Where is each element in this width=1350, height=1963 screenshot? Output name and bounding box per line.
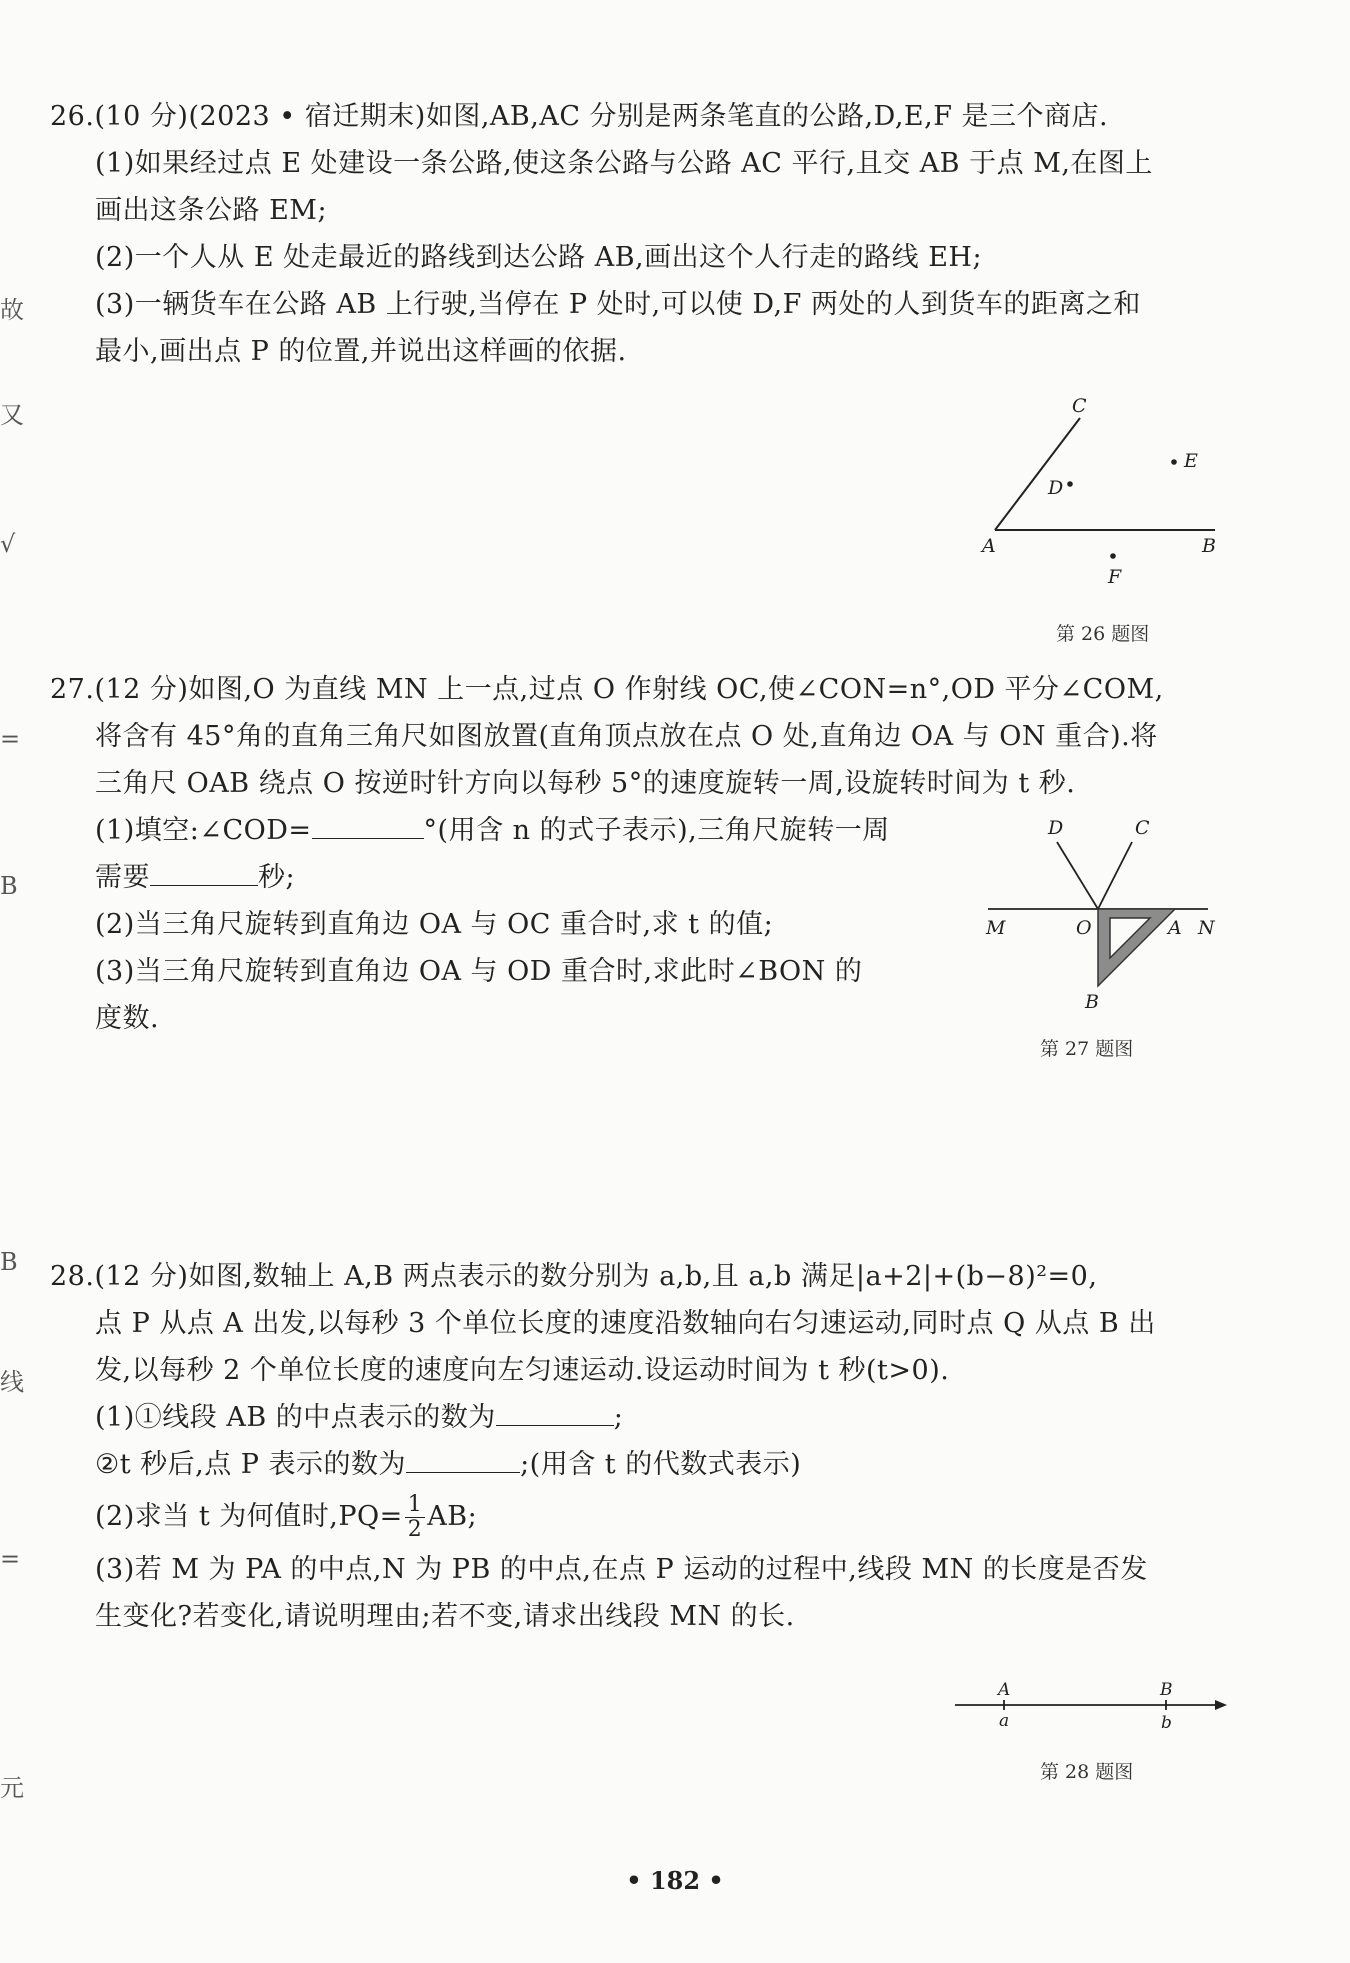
road-ac xyxy=(995,418,1080,530)
label-B: B xyxy=(1160,1680,1173,1700)
q26-part2: (2)一个人从 E 处走最近的路线到达公路 AB,画出这个人行走的路线 EH; xyxy=(95,242,983,273)
q28-part3-cont: 生变化?若变化,请说明理由;若不变,请求出线段 MN 的长. xyxy=(95,1601,795,1632)
q27-part2: (2)当三角尺旋转到直角边 OA 与 OC 重合时,求 t 的值; xyxy=(95,909,774,940)
label-M: M xyxy=(986,917,1006,939)
answer-blank-seconds[interactable] xyxy=(150,861,258,886)
fraction-denominator: 2 xyxy=(407,1517,423,1542)
margin-char: √ xyxy=(0,530,16,558)
label-b: b xyxy=(1161,1713,1172,1733)
margin-char: 元 xyxy=(0,1774,24,1802)
q26-figure xyxy=(960,390,1240,590)
q28-part1a-text: (1)①线段 AB 的中点表示的数为 xyxy=(95,1402,496,1433)
label-A: A xyxy=(998,1680,1011,1700)
margin-char: 又 xyxy=(0,401,24,429)
label-a: a xyxy=(999,1711,1010,1731)
triangle-ruler xyxy=(1098,909,1175,986)
q28-part2-post: AB; xyxy=(427,1501,478,1532)
q28-stem: 28.(12 分)如图,数轴上 A,B 两点表示的数分别为 a,b,且 a,b 满足|a+2|+(b−8)²=0, xyxy=(50,1261,1098,1292)
label-O: O xyxy=(1076,917,1092,939)
q27-caption: 第 27 题图 xyxy=(1040,1038,1134,1060)
q28-part1b-end: ;(用含 t 的代数式表示) xyxy=(520,1449,802,1480)
q28-part2-pre: (2)求当 t 为何值时,PQ= xyxy=(95,1501,403,1532)
q28-number-line xyxy=(950,1675,1240,1735)
q27-part1-c: 需要 xyxy=(95,862,150,893)
q28-part3: (3)若 M 为 PA 的中点,N 为 PB 的中点,在点 P 运动的过程中,线段 MN 的长度是否发 xyxy=(95,1554,1148,1585)
q27-part1-a: (1)填空:∠COD= xyxy=(95,815,312,846)
point-D xyxy=(1067,481,1073,487)
q27-stem-3: 三角尺 OAB 绕点 O 按逆时针方向以每秒 5°的速度旋转一周,设旋转时间为 t 秒. xyxy=(95,768,1076,799)
label-D: D xyxy=(1048,817,1064,839)
label-E: E xyxy=(1184,450,1198,472)
label-C: C xyxy=(1072,395,1087,417)
label-D: D xyxy=(1048,477,1064,499)
q28-part1a xyxy=(50,1394,1230,1441)
margin-char: = xyxy=(0,1545,21,1573)
margin-char: = xyxy=(0,725,21,753)
q27-part3: (3)当三角尺旋转到直角边 OA 与 OD 重合时,求此时∠BON 的 xyxy=(95,956,863,987)
q27-part3-cont: 度数. xyxy=(95,1003,160,1034)
point-E xyxy=(1171,459,1177,465)
label-B: B xyxy=(1085,991,1099,1013)
fraction-one-half xyxy=(405,1493,426,1542)
label-B: B xyxy=(1202,535,1216,557)
q26-part3: (3)一辆货车在公路 AB 上行驶,当停在 P 处时,可以使 D,F 两处的人到货车的距离之和 xyxy=(95,289,1141,320)
page-number: • 182 • xyxy=(626,1866,724,1895)
fraction-numerator: 1 xyxy=(405,1493,426,1518)
answer-blank-midpoint[interactable] xyxy=(496,1401,614,1426)
q27-stem: 27.(12 分)如图,O 为直线 MN 上一点,过点 O 作射线 OC,使∠CON=n°,OD 平分∠COM, xyxy=(50,674,1164,705)
point-F xyxy=(1110,553,1116,559)
q28-stem-3: 发,以每秒 2 个单位长度的速度向左匀速运动.设运动时间为 t 秒(t>0). xyxy=(95,1355,950,1386)
q28-part1b-text: ②t 秒后,点 P 表示的数为 xyxy=(95,1449,407,1480)
question-26 xyxy=(50,93,1230,375)
q28-stem-2: 点 P 从点 A 出发,以每秒 3 个单位长度的速度沿数轴向右匀速运动,同时点 Q 从点 B 出 xyxy=(95,1308,1156,1339)
margin-char: B xyxy=(0,1248,18,1276)
label-A: A xyxy=(1168,917,1182,939)
q27-figure xyxy=(980,812,1240,1022)
q28-part1a-end: ; xyxy=(613,1402,624,1433)
q28-part1b xyxy=(50,1441,1230,1488)
margin-char: B xyxy=(0,872,18,900)
ray-od xyxy=(1057,842,1098,909)
label-A: A xyxy=(982,535,996,557)
margin-char: 故 xyxy=(0,296,24,324)
q26-caption: 第 26 题图 xyxy=(1056,623,1150,645)
question-28 xyxy=(50,1253,1230,1640)
label-C: C xyxy=(1135,817,1150,839)
q26-part3-cont: 最小,画出点 P 的位置,并说出这样画的依据. xyxy=(95,336,627,367)
q27-part1-b: °(用含 n 的式子表示),三角尺旋转一周 xyxy=(423,815,890,846)
axis-arrow xyxy=(1215,1700,1227,1710)
label-N: N xyxy=(1198,917,1215,939)
q26-part1: (1)如果经过点 E 处建设一条公路,使这条公路与公路 AC 平行,且交 AB 于点 M,在图上 xyxy=(95,148,1153,179)
q28-caption: 第 28 题图 xyxy=(1040,1761,1134,1783)
answer-blank-p-position[interactable] xyxy=(406,1448,520,1473)
q28-part2 xyxy=(50,1488,1230,1546)
q26-part1-cont: 画出这条公路 EM; xyxy=(95,195,328,226)
q27-stem-2: 将含有 45°角的直角三角尺如图放置(直角顶点放在点 O 处,直角边 OA 与 ON 重合).将 xyxy=(95,721,1158,752)
answer-blank-cod[interactable] xyxy=(312,814,424,839)
ray-oc xyxy=(1098,842,1132,909)
label-F: F xyxy=(1108,566,1122,588)
q27-part1-d: 秒; xyxy=(258,862,296,893)
margin-char: 线 xyxy=(0,1368,24,1396)
q26-stem: 26.(10 分)(2023 • 宿迁期末)如图,AB,AC 分别是两条笔直的公路,D,E,F 是三个商店. xyxy=(50,101,1109,132)
